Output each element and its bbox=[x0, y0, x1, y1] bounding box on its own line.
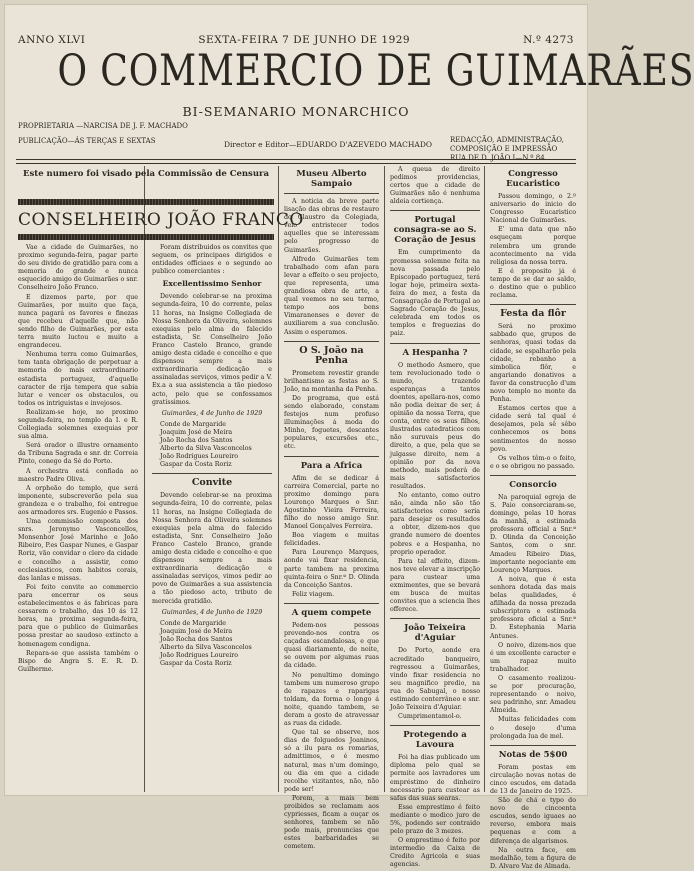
paragraph: E é proposito já é tempo de se dar ao saldo, o destino que o publico reclama. bbox=[490, 267, 576, 300]
paragraph: Na outra face, em medalhão, tem a figura de D. Alvaro Vaz de Almada. bbox=[490, 846, 576, 870]
invitation-text: Devendo celebrar-se na proxima segunda-feira, 10 do corrente, pelas 11 horas, na Insigne Collegiada de Nossa Senhora da Oliveira, solemnes exequias pelo alma do falecido estadista, Sr. Conselheiro João Franco Castelo Branco, grande amigo desta cidade e concelho e que dispensou sempre a mais extraordinaria dedicação e assinaladas serviços, vimos pedir a V. Ex.a a sua assistencia a tão piedoso acto, pelo que se confessamos gratíssimos. bbox=[152, 293, 272, 406]
signature: Gaspar da Costa Roriz bbox=[160, 660, 232, 668]
paragraph: O casamento realizou-se por procuração, representando o noivo, seu padrinho, snr. Amadeu Almeida. bbox=[490, 674, 576, 715]
paragraph: Repara-se que assista também o Bispo de Angra S. E. R. D. Guilherme. bbox=[18, 649, 138, 673]
paragraph: Para tal effeito, dizem-nos teve elevar a inscripção para custear uma exmimentes, que se bevará em busca de muitas convites que a sciencia lhes offerece. bbox=[390, 557, 480, 614]
newspaper-page bbox=[4, 4, 694, 870]
paragraph: Porem, a mais bem proibidos se reclamam aos cypriesses, ficam a ouçar os senhores, tambem se não pode mais, pronuncias que estes barbaridades se cometem. bbox=[284, 794, 379, 851]
paragraph: São de chá e typo do novo de cincoenta escudos, sendo iguaes ao reverso, embora mais pequenas e com a diferença de algarismos. bbox=[490, 797, 576, 845]
column-divider bbox=[278, 166, 279, 792]
separator bbox=[152, 473, 272, 474]
section-heading: Protegendo a Lavoura bbox=[403, 730, 467, 751]
paragraph: Estamos certos que a cidade será tal qual é desejamos, pela sê sêbo conhecemos os bons sentimentos do nosso povo. bbox=[490, 405, 576, 453]
column-5 bbox=[490, 166, 576, 870]
paragraph: Será no proximo sabbado que, grupos de senhoras, quasi todas da cidade, se espalharão pela cidade, rebanho a simbolica flôr, e angariando donativos a favor da construcção d'um novo templo no monte da Penha. bbox=[490, 323, 576, 404]
separator bbox=[490, 304, 576, 305]
director-text: Director e Editor—EDUARDO D'AZEVEDO MACHADO bbox=[224, 140, 433, 149]
paragraph: Prometem revestir grande brilhantismo as festas ao S. João, na montanha da Penha. bbox=[284, 369, 379, 393]
paragraph: A orchestra está confiada ao maestro Padre Oliva. bbox=[18, 467, 138, 483]
section-heading: Congresso Eucaristico bbox=[506, 169, 560, 189]
invitation-heading: Excellentissimo Senhor bbox=[162, 279, 262, 289]
masthead-subtitle: BI-SEMANARIO MONARCHICO bbox=[182, 104, 410, 119]
column-divider bbox=[384, 166, 385, 792]
paragraph: Feliz viagem. bbox=[292, 590, 335, 598]
separator bbox=[284, 341, 379, 342]
separator bbox=[284, 193, 379, 194]
convite-heading: Convite bbox=[191, 477, 233, 489]
header-line bbox=[18, 34, 574, 46]
section-heading: Notas de 5$00 bbox=[498, 749, 568, 760]
section-heading: A Hespanha ? bbox=[402, 347, 468, 358]
separator bbox=[490, 745, 576, 746]
publication-days: PUBLICAÇÃO—ÁS TERÇAS E SEXTAS bbox=[18, 137, 156, 145]
signature: Conde de Margaride bbox=[160, 420, 226, 428]
signature: João Rocha dos Santos bbox=[160, 436, 233, 444]
issue-number: N.º 4273 bbox=[523, 34, 574, 46]
separator bbox=[390, 725, 480, 726]
paragraph: Passou domingo, o 2.º aniversario do inicio do Congresso Eucaristico Nacional de Guimarães. bbox=[490, 193, 576, 225]
censor-note: Este numero foi visado pela Commissão de Censura bbox=[23, 169, 269, 179]
paragraph: Afim de se dedicar á carreira Comercial, parte no proximo domingo para Lourenço Marques o Snr. Agostinho Vieira Ferreira, filho do nosso amigo Snr. Manoel Gonçalves Ferreira. bbox=[284, 474, 379, 531]
issue-date: SEXTA-FEIRA 7 DE JUNHO DE 1929 bbox=[198, 34, 411, 46]
signature: Joaquim José de Meira bbox=[160, 428, 233, 436]
section-heading: A quem compete bbox=[291, 607, 372, 618]
paragraph: Foi feito convite ao commercio para encerrar os seus estabelecimentos e ás fabricas para cessarem o trabalho, das 10 ás 12 horas, na proxima segunda-feira, para que o publico de Guimarães possa prestar ao saudoso extincto a homenagem condigna. bbox=[18, 583, 138, 648]
separator bbox=[284, 456, 379, 457]
address: RUA DE D. JOÃO I—N.º 84 bbox=[450, 154, 545, 162]
paragraph: E' uma data que não esqueçam porque relembra um grande acontecimento na vida religiosa da nossa terra. bbox=[490, 226, 576, 266]
paragraph: Muitas felicidades com o desejo d'uma prolongada lua de mel. bbox=[490, 716, 576, 740]
paragraph: A noticia da breve parte lisação das obras de restauro do Claustro da Colegiada, veio entristecer todos aquelles que se interessam pelo progresso de Guimarães. bbox=[284, 198, 379, 254]
paragraph: Foi ha dias publicado um diploma pelo qual se permite aos lavradores um empréstimo de dinheiro necessario para custear as safas das suas searas. bbox=[390, 754, 480, 802]
paragraph: Esse emprestimo é feito mediante o modico juro de 5%, podendo ser contraido pelo prazo de 3 mezes. bbox=[390, 803, 480, 836]
section-heading: Para a Africa bbox=[300, 460, 363, 471]
paragraph: Que tal se observe, nos dias de folguedos Joaninos, só a ilu para os romarias, admittimos, e é mesmo natural, mas n'um domingo, ou dia em que a cidade recolhe vizitantes, não, não pode ser! bbox=[284, 729, 379, 793]
paragraph: Os velhos têm-o o feito, e o se obrigou no passado. bbox=[490, 454, 576, 470]
separator bbox=[390, 618, 480, 619]
separator bbox=[490, 475, 576, 476]
owner: PROPRIETARIA —NARCISA DE J. F. MACHADO bbox=[18, 122, 188, 130]
paragraph: E dizemos parte, por que Guimarães, por muito que faça, nunca pagará os favores e finezas que recebeu d'aquelle que, não sendo filho de Guimarães, por esta terra muito luctou e muito a engrandeceu. bbox=[18, 293, 138, 350]
paragraph: Do programa, que está sendo elaborado, constam festejos num profuso illuminações á moda do Minho, foguetes, descantes populares, excursões etc., etc. bbox=[284, 394, 379, 451]
col1-paragraphs bbox=[18, 244, 138, 674]
paragraph: O methodo Asmero, que tem revolucionado todo o mundo, trazendo esperanças a tantos doentes, apellara-nos, como não podia deixar de ser, á opinião da nossa Terra, que conta, entre os seus filhos, ilustrados catedraticos com não suruvais peus do direito, a que, pela que se julgasse direito, nem a opinião por da nova methodo, mais poderá de mais satisfactorios resultados. bbox=[390, 361, 480, 490]
place-date: Guimarães, 4 de Junho de 1929 bbox=[161, 409, 263, 417]
paragraph: Em cumprimento da promessa solemne feita na nova passada pelo Episcopado portuguez, terá logar hoje, primeira sexta-feira do mez, a festa da Consagração de Portugal ao Sagrado Coração de Jesus, celebrada em todos os templos e freguezias do paiz. bbox=[390, 249, 480, 338]
paragraph: O emprestimo é feito por intermedio da Caixa de Credito Agricola e suas agencias. bbox=[390, 837, 480, 869]
signature: Gaspar da Costa Roriz bbox=[160, 461, 232, 469]
banner-bar-bottom bbox=[18, 234, 274, 240]
article-title: CONSELHEIRO JOÃO FRANCO bbox=[18, 210, 304, 230]
paragraph: A noiva, que é esta senhora dotada das mais belas qualidades, é afilhada da nossa prezada subscriptora e estimada professora oficial a Snr.ª D. Estephania Maria Antunes. bbox=[490, 575, 576, 640]
paragraph: O noivo, dizem-nos que é um excellente caracter e um rapaz muito trabalhador. bbox=[490, 641, 576, 673]
column-1 bbox=[18, 244, 138, 790]
column-2 bbox=[152, 244, 272, 790]
paragraph: Uma commissão composta dos snrs. Jeronymo Vasconcellos, Monsenhor José Marinho e João Ribeiro, P.es Gaspar Nunes, e Gaspar Roriz, vão convidar o clero da cidade e concelho a assistir, como ecclesiasticos, com habitos corais, das lanlas e missas. bbox=[18, 518, 138, 582]
signature: João Rodrigues Loureiro bbox=[160, 652, 239, 660]
separator bbox=[390, 343, 480, 344]
signature: Alberto da Silva Vasconcelos bbox=[160, 644, 252, 652]
signatures-2 bbox=[152, 620, 272, 669]
header-rule bbox=[16, 159, 576, 160]
paragraph: Vae a cidade de Guimarães, no proximo segunda-feira, pagar parte do seu divido de gratidão para com a memoria do grande e nunca esquecido amigo de Guimarães o snr. Conselheiro João Franco. bbox=[18, 244, 138, 292]
paragraph: Nenhuma terra como Guimarães, tem tanta obrigação de perpetuar a memoria do mais extraordinario estadista portuguez, d'aquelle caracter de rija tempera que sabia lutar e vencer os obstaculos, ou todos os intriguistas e invejosos. bbox=[18, 351, 138, 407]
signature: João Rocha dos Santos bbox=[160, 635, 233, 643]
section-heading: Consorcio bbox=[509, 479, 557, 490]
paragraph: Alfredo Guimarães tem trabalhado com afan para levar a effeito o seu projecto, que representa, uma grandiosa obra de arte, a qual veemos no seu termo, tempo aos bons Vimaranenses e dever de auxiliarem a sua conclusão. Assim o esperamos. bbox=[284, 255, 379, 336]
section-heading: Portugal consagra-se ao S. Coração de Jesus bbox=[393, 215, 477, 246]
paragraph: Pedem-nos pessoas prevendo-nos contra os caçadas escandalosas, e que quasi diariamente, de noite, se ouvem por algumas ruas da cidade. bbox=[284, 621, 379, 670]
owner-info bbox=[18, 122, 188, 146]
place-date-2: Guimarães, 4 de Junho de 1929 bbox=[161, 608, 263, 616]
paragraph: Para Lourenço Marques, aonde vai fixar residencia, parte tambem na proxima quinta-feira o Snr.ª D. Olinda da Conceição Santos. bbox=[284, 549, 379, 589]
column-divider bbox=[484, 166, 485, 792]
director bbox=[224, 140, 432, 149]
signature: Conde de Margaride bbox=[160, 619, 226, 627]
column-4 bbox=[390, 166, 480, 869]
separator bbox=[390, 210, 480, 211]
paragraph: A orpheão do templo, que será imponente, subscreverão pela sua grandeza e o trabalho, foi entregue aos armadores srs. Eugenio e Passos. bbox=[18, 484, 138, 516]
year: ANNO XLVI bbox=[18, 34, 86, 46]
masthead-title: O COMMERCIO DE GUIMARÃES bbox=[57, 46, 694, 96]
paragraph: Do Porto, aonde era acreditado banqueiro, regressou a Guimarães, vindo fixar residencia no seu magnifico predio, na rua do Sabugal, o nosso estimado conterrâneo e snr. João Teixeira d'Aguiar. bbox=[390, 647, 480, 712]
signatures bbox=[152, 421, 272, 470]
paragraph: Foram postas em circulação novas notas de cinco escudos, em datada de 13 de Janeiro de 1925. bbox=[490, 763, 576, 795]
paragraph: Boa viagem e muitas felicidades. bbox=[284, 532, 379, 548]
intro-text: Foram distribuidos os convites que seguem, os principaes dirigidos e entidades officiaes e o segundo ao publico comerciantes : bbox=[152, 244, 272, 276]
paragraph: Na paroquial egreja de S. Paio consorciaram-se, domingo, pelas 10 horas da manhã, a estimada professora official a Snr.ª D. Olinda da Conceição Santos, com o snr. Amadeu Ribeiro Dias, importante negociante em Lourenço Marques. bbox=[490, 493, 576, 574]
column-divider bbox=[144, 166, 145, 792]
redaction: REDACÇÃO, ADMINISTRAÇÃO, COMPOSIÇÃO E IMPRESSÃO bbox=[450, 136, 564, 153]
separator bbox=[284, 603, 379, 604]
article-banner bbox=[18, 199, 304, 240]
paragraph: Cumprimentamol-o. bbox=[398, 713, 462, 721]
section-heading: Festa da flôr bbox=[500, 308, 566, 320]
paragraph: Será orador o illustre ornamento da Tribuna Sagrada e snr. dr. Correia Pinto, conego da Sé do Porto. bbox=[18, 442, 138, 466]
paragraph: No entanto, como outro não, ainda não são tão satisfactorios como seria para desejar os resultados a obter, dizem-nos que grande numero de doentes pobres e a Hespanha, no proprio operador. bbox=[390, 492, 480, 556]
section-heading: Museu Alberto Sampaio bbox=[296, 169, 367, 189]
paragraph: A queua de direito pedimos providencias, certos que a cidade de Guimarães não é nenhuma aldeia cortiença. bbox=[390, 166, 480, 206]
signature: Alberto da Silva Vasconcelos bbox=[160, 445, 252, 453]
signature: João Rodrigues Loureiro bbox=[160, 453, 239, 461]
signature: Joaquim José de Meira bbox=[160, 627, 233, 635]
section-heading: João Teixeira d'Aguiar bbox=[404, 623, 466, 644]
column-3 bbox=[284, 166, 379, 851]
header-rule-2 bbox=[16, 163, 576, 164]
convite-text: Devendo celebrar-se na proxima segunda-feira, 10 do corrente, pelas 11 horas, na Insigne Collegiada de Nossa Senhora da Oliveira solemnes exequias pela alma do falecido estadista, Snr. Conselheiro João Franco Castelo Branco, grande amigo desta cidade e concelho e que dispensou sempre a mais extraordinaria dedicação e assinaladas serviços, vimos pedir ao povo de Guimarães a sua assistencia a tão piedoso acto, tributo de merecida gratidão. bbox=[152, 492, 272, 605]
section-heading: O S. João na Penha bbox=[299, 344, 364, 366]
paragraph: No penultimo domingo tambem um numeroso grupo de rapazes e raparigas toldam, da forma o longo á noite, quando tambem, se deram a gosto de atravessar as ruas da cidade. bbox=[284, 671, 379, 728]
paragraph: Realizam-se hoje, no proximo segunda-feira, no templo da I. e R. Collegiada solemnes exequias por sua alma. bbox=[18, 408, 138, 441]
